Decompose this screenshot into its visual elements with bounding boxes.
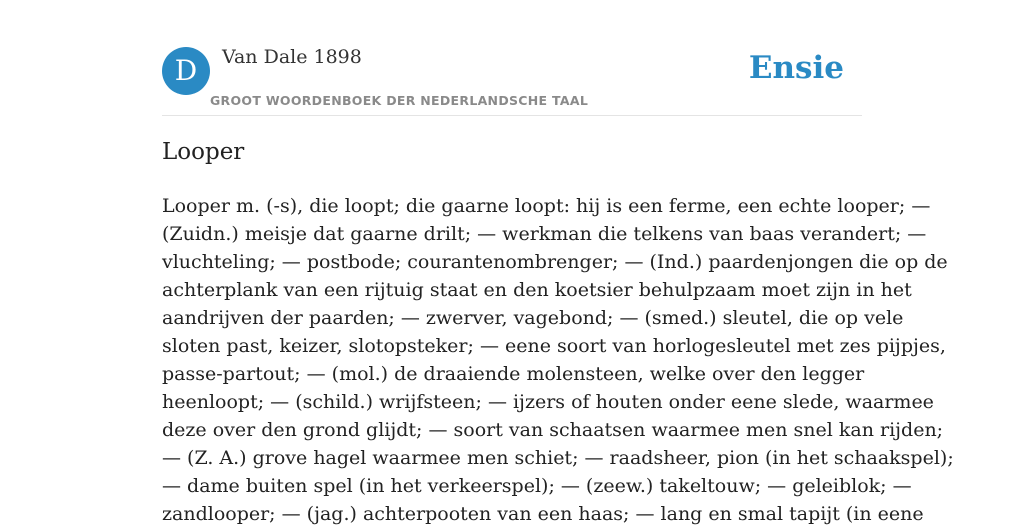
ensie-brand-logo[interactable]: Ensie	[748, 50, 844, 86]
dictionary-subtitle: GROOT WOORDENBOEK DER NEDERLANDSCHE TAAL	[210, 93, 589, 108]
definition-line: Looper m. (-s), die loopt; die gaarne loopt: hij is een ferme, een echte looper; —	[162, 195, 931, 217]
definition-line: achterplank van een rijtuig staat en den koetsier behulpzaam moet zijn in het	[162, 279, 912, 301]
entry-title: Looper	[162, 139, 245, 165]
site-header	[162, 44, 862, 116]
definition-line: — (Z. A.) grove hagel waarmee men schiet; — raadsheer, pion (in het schaakspel);	[162, 447, 954, 469]
definition-line: sloten past, keizer, slotopsteker; — eene soort van horlogesleutel met zes pijpjes,	[162, 335, 946, 357]
definition-line: (Zuidn.) meisje dat gaarne drilt; — werkman die telkens van baas verandert; —	[162, 223, 927, 245]
definition-line: — dame buiten spel (in het verkeerspel); — (zeew.) takeltouw; — geleiblok; —	[162, 475, 912, 497]
definition-line: passe-partout; — (mol.) de draaiende molensteen, welke over den legger	[162, 363, 865, 385]
definition-line: aandrijven der paarden; — zwerver, vagebond; — (smed.) sleutel, die op vele	[162, 307, 904, 329]
definition-line: vluchteling; — postbode; courantenombrenger; — (Ind.) paardenjongen die op de	[162, 251, 948, 273]
entry-definition	[162, 192, 954, 528]
definition-line: deze over den grond glijdt; — soort van schaatsen waarmee men snel kan rijden;	[162, 419, 944, 441]
definition-line: zandlooper; — (jag.) achterpooten van een haas; — lang en smal tapijt (in eene	[162, 503, 924, 525]
dictionary-title[interactable]: Van Dale 1898	[222, 46, 362, 68]
dictionary-logo-icon[interactable]: D	[162, 47, 210, 95]
definition-line: heenloopt; — (schild.) wrijfsteen; — ijzers of houten onder eene slede, waarmee	[162, 391, 934, 413]
